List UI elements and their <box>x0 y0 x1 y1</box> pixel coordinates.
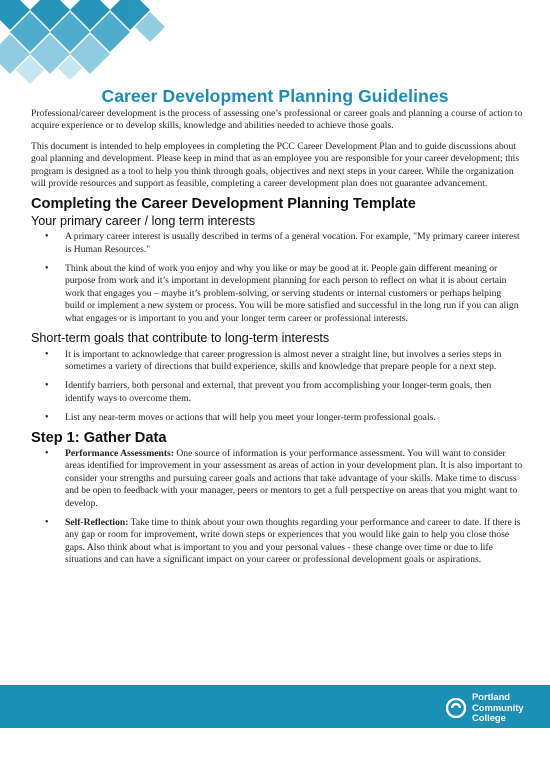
term-performance-assessments: Performance Assessments: <box>65 447 174 459</box>
list-item <box>31 517 523 567</box>
short-term-goals-list <box>31 349 523 425</box>
list-item <box>31 448 523 510</box>
diamond-pattern-decoration <box>0 0 175 92</box>
item-text: Take time to think about your own thoughts regarding your performance and career to date. If there is any gap or room for improvement, write down steps or experiences that you would like gain to help you close those gaps. Also think about what is important to you and your personal values - these change over time or due to life situations and can have a significant impact on your career or professional development goals or aspirations. <box>65 516 521 566</box>
intro-paragraph-1: Professional/career development is the process of assessing one’s professional or career goals and planning a course of action to acquire experience or to develop skills, knowledge and abilities needed to achieve those goals. <box>31 108 523 132</box>
section-heading-template: Completing the Career Development Planning Template <box>31 196 416 213</box>
intro-paragraph-2: This document is intended to help employees in completing the PCC Career Development Plan and to guide discussions about goal planning and development. Please keep in mind that as an employee you are responsible for your career development; this program is designed as a tool to help you think through goals, objectives and next steps in your career. While the organization will provide resources and support as feasible, completing a career development plan does not guarantee advancement. <box>31 140 520 190</box>
list-item: • Identify barriers, both personal and external, that prevent you from accomplishing your longer-term goals, then identify ways to overcome them. <box>31 380 523 405</box>
section-heading-gather-data: Step 1: Gather Data <box>31 429 167 446</box>
college-logo <box>446 692 538 724</box>
page-title: Career Development Planning Guidelines <box>101 86 449 106</box>
pcc-logo-icon <box>446 698 466 718</box>
document-body <box>31 108 523 574</box>
subheading-career-interests: Your primary career / long term interests <box>31 213 256 228</box>
item-text: One source of information is your performance assessment. You will want to consider areas identified for improvement in your assessment as areas of action in your development plan. It is also important to consider your strengths and pursuing career goals and actions that take advantage of your skills. Make time to discuss and be open to feedback with your manager, peers or mentors to get a full perspective on areas that you might want to develop. <box>65 447 523 509</box>
career-interests-list <box>31 231 523 325</box>
list-item: • A primary career interest is usually described in terms of a general vocation. For example, "My primary career interest is Human Resources." <box>31 231 523 256</box>
list-item: • List any near-term moves or actions that will help you meet your longer-term professional goals. <box>31 412 523 424</box>
gather-data-list <box>31 448 523 567</box>
logo-wordmark: Portland Community College <box>472 691 524 723</box>
list-item: • It is important to acknowledge that career progression is almost never a straight line, but involves a series steps in sometimes a variety of directions that build experience, skills and knowledge that prepare people for a next step. <box>31 349 523 374</box>
list-item: • Think about the kind of work you enjoy and why you like or may be good at it. People gain different meaning or purpose from work and it’s important in development planning for each person to reflect on what it is about certain work that engages you – maybe it’s problem-solving, or serving students or internal customers or perhaps helping build or implement a new system or process. You will be more satisfied and successful in the long run if you can align what engages or is important to you and your longer term career or professional interests. <box>31 263 523 325</box>
subheading-short-term-goals: Short-term goals that contribute to long-term interests <box>31 331 330 346</box>
term-self-reflection: Self-Reflection: <box>65 516 129 528</box>
